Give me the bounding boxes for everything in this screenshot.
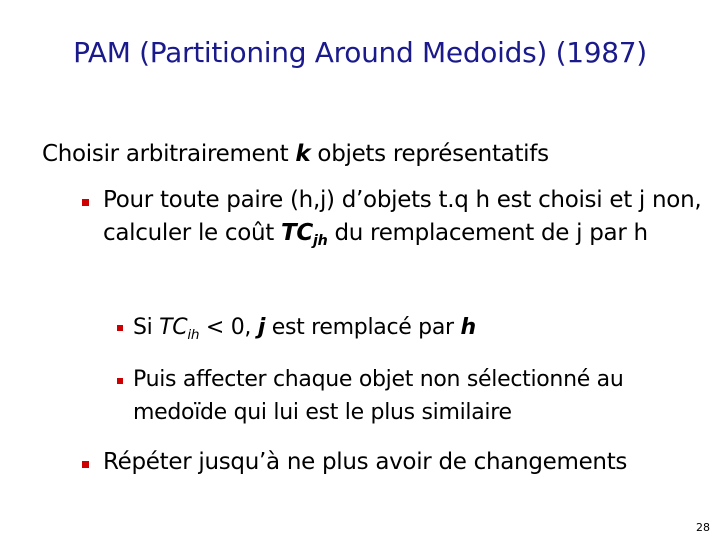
sub1-text-a: Si — [133, 315, 160, 340]
var-k: k — [295, 141, 311, 167]
sub-bullet-marker — [117, 378, 123, 384]
bullet-pairs-text-b: du remplacement de j par h — [327, 220, 648, 246]
page-number: 28 — [696, 521, 710, 534]
bullet-repeat: Répéter jusqu’à ne plus avoir de changements — [103, 449, 628, 475]
bullet-marker — [82, 199, 89, 206]
tc-ih — [159, 315, 200, 343]
tc-subscript: ih — [187, 326, 200, 343]
intro-text-before: Choisir arbitrairement — [42, 141, 296, 167]
sub-bullet-assign: Puis affecter chaque objet non sélectionné au medoïde qui lui est le plus similaire — [133, 367, 624, 425]
sub-bullet-condition — [133, 311, 476, 352]
slide-title: PAM (Partitioning Around Medoids) (1987) — [73, 36, 647, 69]
bullet-marker — [82, 461, 89, 468]
sub1-text-c: est remplacé par — [265, 315, 461, 340]
sub1-text-b: < 0, — [199, 315, 258, 340]
bullet-pairs — [103, 184, 703, 258]
tc-subscript: jh — [313, 232, 328, 249]
bullet-pairs-text-a: Pour toute paire (h,j) d’objets t.q h est choisi et j non, calculer le coût — [103, 187, 702, 246]
var-j: j — [257, 315, 266, 340]
tc-label: TC — [281, 220, 314, 246]
intro-text-after: objets représentatifs — [310, 141, 549, 167]
var-h: h — [460, 315, 476, 340]
tc-jh — [281, 220, 328, 249]
sub-bullet-marker — [117, 325, 123, 331]
intro-line — [42, 138, 549, 170]
tc-label: TC — [159, 315, 188, 340]
